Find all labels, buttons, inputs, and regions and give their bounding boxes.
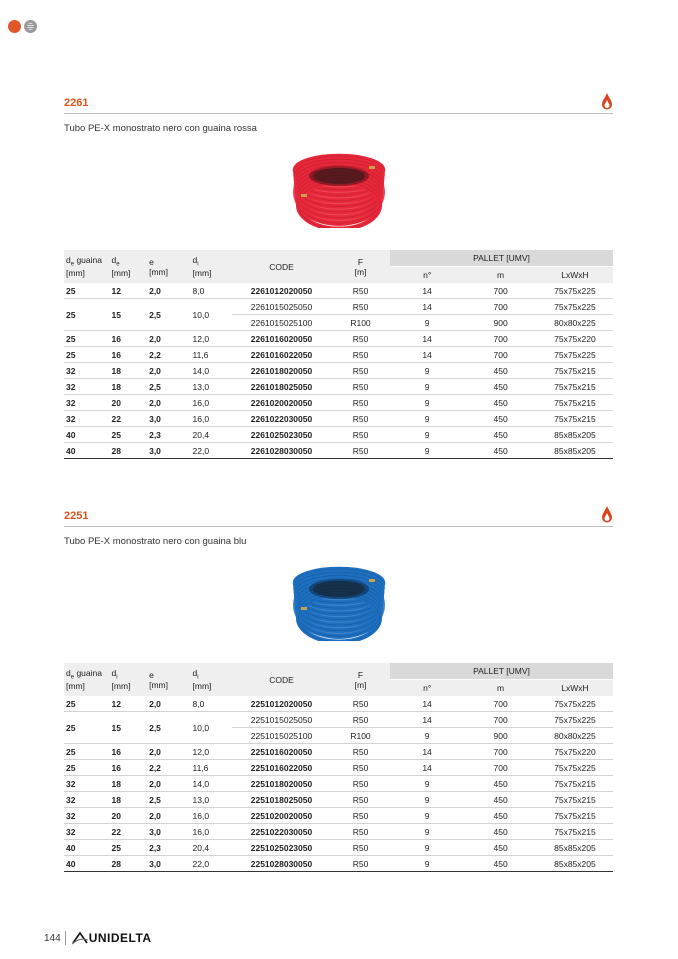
cell-m: 450 <box>464 856 537 872</box>
product-section-2261 <box>64 95 613 459</box>
cell-m: 450 <box>464 808 537 824</box>
cell-de: 25 <box>110 427 148 443</box>
cell-lwh: 75x75x225 <box>537 760 613 776</box>
table-row <box>64 760 613 776</box>
cell-lwh: 75x75x215 <box>537 824 613 840</box>
cell-code: 2261025023050 <box>232 427 331 443</box>
table-row <box>64 776 613 792</box>
cell-code: 2261016022050 <box>232 347 331 363</box>
product-table <box>64 250 613 459</box>
cell-de: 16 <box>110 331 148 347</box>
table-row <box>64 840 613 856</box>
cell-e: 2,0 <box>147 363 190 379</box>
col-dguaina: $d_e$ guaina [mm] <box>64 663 110 696</box>
cell-de: 18 <box>110 363 148 379</box>
cell-di: 22,0 <box>191 856 232 872</box>
cell-f: R50 <box>331 792 390 808</box>
cell-f: R50 <box>331 411 390 427</box>
cell-code: 2251028030050 <box>232 856 331 872</box>
col-lwh: LxWxH <box>537 267 613 284</box>
cell-dguaina: 32 <box>64 824 110 840</box>
table-row <box>64 299 613 315</box>
cell-de: 20 <box>110 808 148 824</box>
cell-di: 20,4 <box>191 840 232 856</box>
cell-code: 2251020020050 <box>232 808 331 824</box>
cell-n: 9 <box>390 443 464 459</box>
cell-code: 2251022030050 <box>232 824 331 840</box>
cell-de: 25 <box>110 840 148 856</box>
cell-e: 2,5 <box>147 712 190 744</box>
cell-code: 2251016020050 <box>232 744 331 760</box>
cell-dguaina: 32 <box>64 379 110 395</box>
cell-f: R50 <box>331 395 390 411</box>
orange-dot-icon <box>8 20 21 33</box>
cell-n: 14 <box>390 347 464 363</box>
grid-dot-icon <box>24 20 37 33</box>
cell-e: 3,0 <box>147 824 190 840</box>
cell-di: 13,0 <box>191 792 232 808</box>
cell-de: 18 <box>110 379 148 395</box>
cell-code: 2251012020050 <box>232 696 331 712</box>
table-row <box>64 427 613 443</box>
cell-n: 9 <box>390 856 464 872</box>
pipe-coil-image <box>289 565 389 641</box>
table-row <box>64 363 613 379</box>
cell-m: 700 <box>464 760 537 776</box>
cell-n: 9 <box>390 395 464 411</box>
col-di: $d_i$ [mm] <box>191 250 232 283</box>
cell-de: 16 <box>110 760 148 776</box>
cell-m: 900 <box>464 315 537 331</box>
cell-n: 9 <box>390 363 464 379</box>
cell-m: 450 <box>464 776 537 792</box>
cell-de: 16 <box>110 744 148 760</box>
cell-lwh: 85x85x205 <box>537 427 613 443</box>
cell-n: 9 <box>390 427 464 443</box>
cell-di: 10,0 <box>191 712 232 744</box>
cell-dguaina: 25 <box>64 283 110 299</box>
cell-di: 16,0 <box>191 808 232 824</box>
corner-dots <box>8 20 37 33</box>
footer-divider <box>65 931 66 945</box>
cell-n: 9 <box>390 776 464 792</box>
col-f: F [m] <box>331 250 390 283</box>
cell-de: 18 <box>110 776 148 792</box>
logo-swoosh-icon <box>72 931 88 945</box>
cell-dguaina: 40 <box>64 840 110 856</box>
cell-dguaina: 40 <box>64 856 110 872</box>
table-row <box>64 808 613 824</box>
cell-lwh: 75x75x215 <box>537 411 613 427</box>
cell-lwh: 85x85x205 <box>537 443 613 459</box>
table-row <box>64 283 613 299</box>
col-dguaina: $d_e$ guaina [mm] <box>64 250 110 283</box>
cell-lwh: 75x75x225 <box>537 696 613 712</box>
cell-code: 2261016020050 <box>232 331 331 347</box>
col-di: $d_i$ [mm] <box>191 663 232 696</box>
cell-m: 450 <box>464 427 537 443</box>
table-row <box>64 347 613 363</box>
col-n: n° <box>390 680 464 697</box>
cell-f: R50 <box>331 776 390 792</box>
cell-di: 11,6 <box>191 347 232 363</box>
cell-m: 700 <box>464 299 537 315</box>
section-header <box>64 95 613 114</box>
cell-di: 22,0 <box>191 443 232 459</box>
cell-m: 450 <box>464 443 537 459</box>
cell-n: 9 <box>390 315 464 331</box>
cell-m: 700 <box>464 696 537 712</box>
cell-lwh: 80x80x225 <box>537 728 613 744</box>
cell-e: 2,3 <box>147 840 190 856</box>
cell-code: 2261018020050 <box>232 363 331 379</box>
cell-m: 450 <box>464 411 537 427</box>
cell-dguaina: 32 <box>64 395 110 411</box>
col-code: CODE <box>232 250 331 283</box>
cell-de: 28 <box>110 443 148 459</box>
cell-f: R50 <box>331 347 390 363</box>
cell-dguaina: 25 <box>64 696 110 712</box>
cell-lwh: 75x75x220 <box>537 744 613 760</box>
table-row <box>64 331 613 347</box>
cell-f: R100 <box>331 728 390 744</box>
cell-di: 8,0 <box>191 283 232 299</box>
cell-e: 2,2 <box>147 347 190 363</box>
cell-dguaina: 32 <box>64 792 110 808</box>
cell-de: 22 <box>110 411 148 427</box>
cell-e: 2,3 <box>147 427 190 443</box>
cell-e: 2,2 <box>147 760 190 776</box>
cell-lwh: 75x75x225 <box>537 712 613 728</box>
page-number: 144 <box>44 932 61 944</box>
cell-n: 14 <box>390 712 464 728</box>
cell-f: R50 <box>331 712 390 728</box>
cell-f: R50 <box>331 824 390 840</box>
cell-m: 700 <box>464 744 537 760</box>
cell-e: 2,0 <box>147 776 190 792</box>
cell-n: 14 <box>390 696 464 712</box>
col-de: $d_e$ [mm] <box>110 250 148 283</box>
table-row <box>64 379 613 395</box>
cell-de: 16 <box>110 347 148 363</box>
cell-e: 2,5 <box>147 792 190 808</box>
col-f: F [m] <box>331 663 390 696</box>
unidelta-logo <box>72 931 152 945</box>
cell-f: R50 <box>331 379 390 395</box>
cell-di: 16,0 <box>191 824 232 840</box>
cell-code: 2261015025050 <box>232 299 331 315</box>
cell-e: 2,0 <box>147 331 190 347</box>
cell-code: 2261020020050 <box>232 395 331 411</box>
cell-n: 9 <box>390 792 464 808</box>
cell-e: 3,0 <box>147 443 190 459</box>
cell-n: 14 <box>390 283 464 299</box>
cell-e: 2,0 <box>147 744 190 760</box>
col-pallet: PALLET [UMV] <box>390 250 613 267</box>
product-code-title: 2251 <box>64 510 89 522</box>
product-code-title: 2261 <box>64 97 89 109</box>
cell-e: 2,0 <box>147 696 190 712</box>
cell-di: 13,0 <box>191 379 232 395</box>
cell-lwh: 75x75x215 <box>537 379 613 395</box>
cell-code: 2261028030050 <box>232 443 331 459</box>
col-e: e [mm] <box>147 663 190 696</box>
cell-di: 11,6 <box>191 760 232 776</box>
col-m: m <box>464 680 537 697</box>
col-lwh: LxWxH <box>537 680 613 697</box>
cell-dguaina: 40 <box>64 427 110 443</box>
cell-n: 9 <box>390 379 464 395</box>
cell-f: R50 <box>331 760 390 776</box>
col-de: $d_i$ [mm] <box>110 663 148 696</box>
cell-lwh: 75x75x215 <box>537 792 613 808</box>
cell-f: R50 <box>331 283 390 299</box>
cell-di: 14,0 <box>191 776 232 792</box>
cell-di: 16,0 <box>191 411 232 427</box>
cell-code: 2261022030050 <box>232 411 331 427</box>
cell-n: 9 <box>390 808 464 824</box>
cell-lwh: 85x85x205 <box>537 856 613 872</box>
cell-f: R100 <box>331 315 390 331</box>
product-section-2251 <box>64 508 613 872</box>
col-pallet: PALLET [UMV] <box>390 663 613 680</box>
col-m: m <box>464 267 537 284</box>
cell-f: R50 <box>331 856 390 872</box>
product-table <box>64 663 613 872</box>
cell-e: 2,0 <box>147 283 190 299</box>
cell-dguaina: 32 <box>64 808 110 824</box>
cell-dguaina: 40 <box>64 443 110 459</box>
cell-lwh: 75x75x225 <box>537 347 613 363</box>
section-header <box>64 508 613 527</box>
cell-code: 2251015025100 <box>232 728 331 744</box>
cell-lwh: 75x75x225 <box>537 299 613 315</box>
flame-drop-icon <box>601 92 613 110</box>
cell-e: 3,0 <box>147 411 190 427</box>
cell-lwh: 75x75x225 <box>537 283 613 299</box>
cell-lwh: 75x75x220 <box>537 331 613 347</box>
cell-de: 18 <box>110 792 148 808</box>
product-description: Tubo PE-X monostrato nero con guaina blu <box>64 536 247 547</box>
cell-lwh: 75x75x215 <box>537 776 613 792</box>
cell-de: 15 <box>110 299 148 331</box>
cell-n: 14 <box>390 744 464 760</box>
cell-m: 700 <box>464 347 537 363</box>
cell-code: 2261018025050 <box>232 379 331 395</box>
cell-code: 2251018020050 <box>232 776 331 792</box>
cell-de: 12 <box>110 696 148 712</box>
cell-e: 2,0 <box>147 395 190 411</box>
cell-lwh: 80x80x225 <box>537 315 613 331</box>
cell-f: R50 <box>331 808 390 824</box>
cell-de: 15 <box>110 712 148 744</box>
cell-n: 14 <box>390 760 464 776</box>
cell-m: 450 <box>464 363 537 379</box>
cell-e: 2,5 <box>147 299 190 331</box>
cell-lwh: 75x75x215 <box>537 808 613 824</box>
table-row <box>64 712 613 728</box>
cell-f: R50 <box>331 299 390 315</box>
cell-code: 2261012020050 <box>232 283 331 299</box>
cell-m: 900 <box>464 728 537 744</box>
table-row <box>64 824 613 840</box>
cell-m: 700 <box>464 331 537 347</box>
cell-di: 20,4 <box>191 427 232 443</box>
cell-f: R50 <box>331 443 390 459</box>
cell-m: 450 <box>464 379 537 395</box>
cell-m: 450 <box>464 824 537 840</box>
table-row <box>64 744 613 760</box>
cell-de: 12 <box>110 283 148 299</box>
cell-di: 12,0 <box>191 744 232 760</box>
brand-name: UNIDELTA <box>88 931 152 945</box>
cell-dguaina: 25 <box>64 347 110 363</box>
table-row <box>64 443 613 459</box>
cell-f: R50 <box>331 363 390 379</box>
cell-m: 700 <box>464 712 537 728</box>
cell-di: 14,0 <box>191 363 232 379</box>
cell-m: 450 <box>464 792 537 808</box>
cell-dguaina: 32 <box>64 776 110 792</box>
cell-n: 14 <box>390 299 464 315</box>
cell-code: 2251018025050 <box>232 792 331 808</box>
cell-lwh: 85x85x205 <box>537 840 613 856</box>
cell-code: 2251025023050 <box>232 840 331 856</box>
cell-de: 28 <box>110 856 148 872</box>
cell-lwh: 75x75x215 <box>537 363 613 379</box>
pipe-coil-image <box>289 152 389 228</box>
cell-lwh: 75x75x215 <box>537 395 613 411</box>
table-row <box>64 696 613 712</box>
cell-de: 20 <box>110 395 148 411</box>
table-row <box>64 411 613 427</box>
cell-di: 8,0 <box>191 696 232 712</box>
cell-dguaina: 25 <box>64 299 110 331</box>
col-code: CODE <box>232 663 331 696</box>
cell-f: R50 <box>331 840 390 856</box>
cell-m: 450 <box>464 395 537 411</box>
cell-n: 9 <box>390 824 464 840</box>
cell-e: 2,0 <box>147 808 190 824</box>
product-description: Tubo PE-X monostrato nero con guaina rossa <box>64 123 257 134</box>
col-n: n° <box>390 267 464 284</box>
cell-f: R50 <box>331 427 390 443</box>
cell-code: 2251015025050 <box>232 712 331 728</box>
cell-code: 2251016022050 <box>232 760 331 776</box>
cell-di: 16,0 <box>191 395 232 411</box>
cell-dguaina: 32 <box>64 363 110 379</box>
cell-dguaina: 25 <box>64 760 110 776</box>
cell-dguaina: 32 <box>64 411 110 427</box>
flame-drop-icon <box>601 505 613 523</box>
cell-n: 9 <box>390 411 464 427</box>
table-row <box>64 792 613 808</box>
table-row <box>64 856 613 872</box>
cell-f: R50 <box>331 696 390 712</box>
cell-di: 10,0 <box>191 299 232 331</box>
cell-dguaina: 25 <box>64 712 110 744</box>
cell-e: 2,5 <box>147 379 190 395</box>
cell-n: 9 <box>390 840 464 856</box>
cell-f: R50 <box>331 331 390 347</box>
cell-de: 22 <box>110 824 148 840</box>
cell-di: 12,0 <box>191 331 232 347</box>
cell-code: 2261015025100 <box>232 315 331 331</box>
cell-dguaina: 25 <box>64 744 110 760</box>
cell-m: 450 <box>464 840 537 856</box>
page-footer <box>44 931 152 945</box>
cell-n: 14 <box>390 331 464 347</box>
cell-n: 9 <box>390 728 464 744</box>
table-row <box>64 395 613 411</box>
cell-e: 3,0 <box>147 856 190 872</box>
col-e: e [mm] <box>147 250 190 283</box>
cell-m: 700 <box>464 283 537 299</box>
cell-f: R50 <box>331 744 390 760</box>
cell-dguaina: 25 <box>64 331 110 347</box>
